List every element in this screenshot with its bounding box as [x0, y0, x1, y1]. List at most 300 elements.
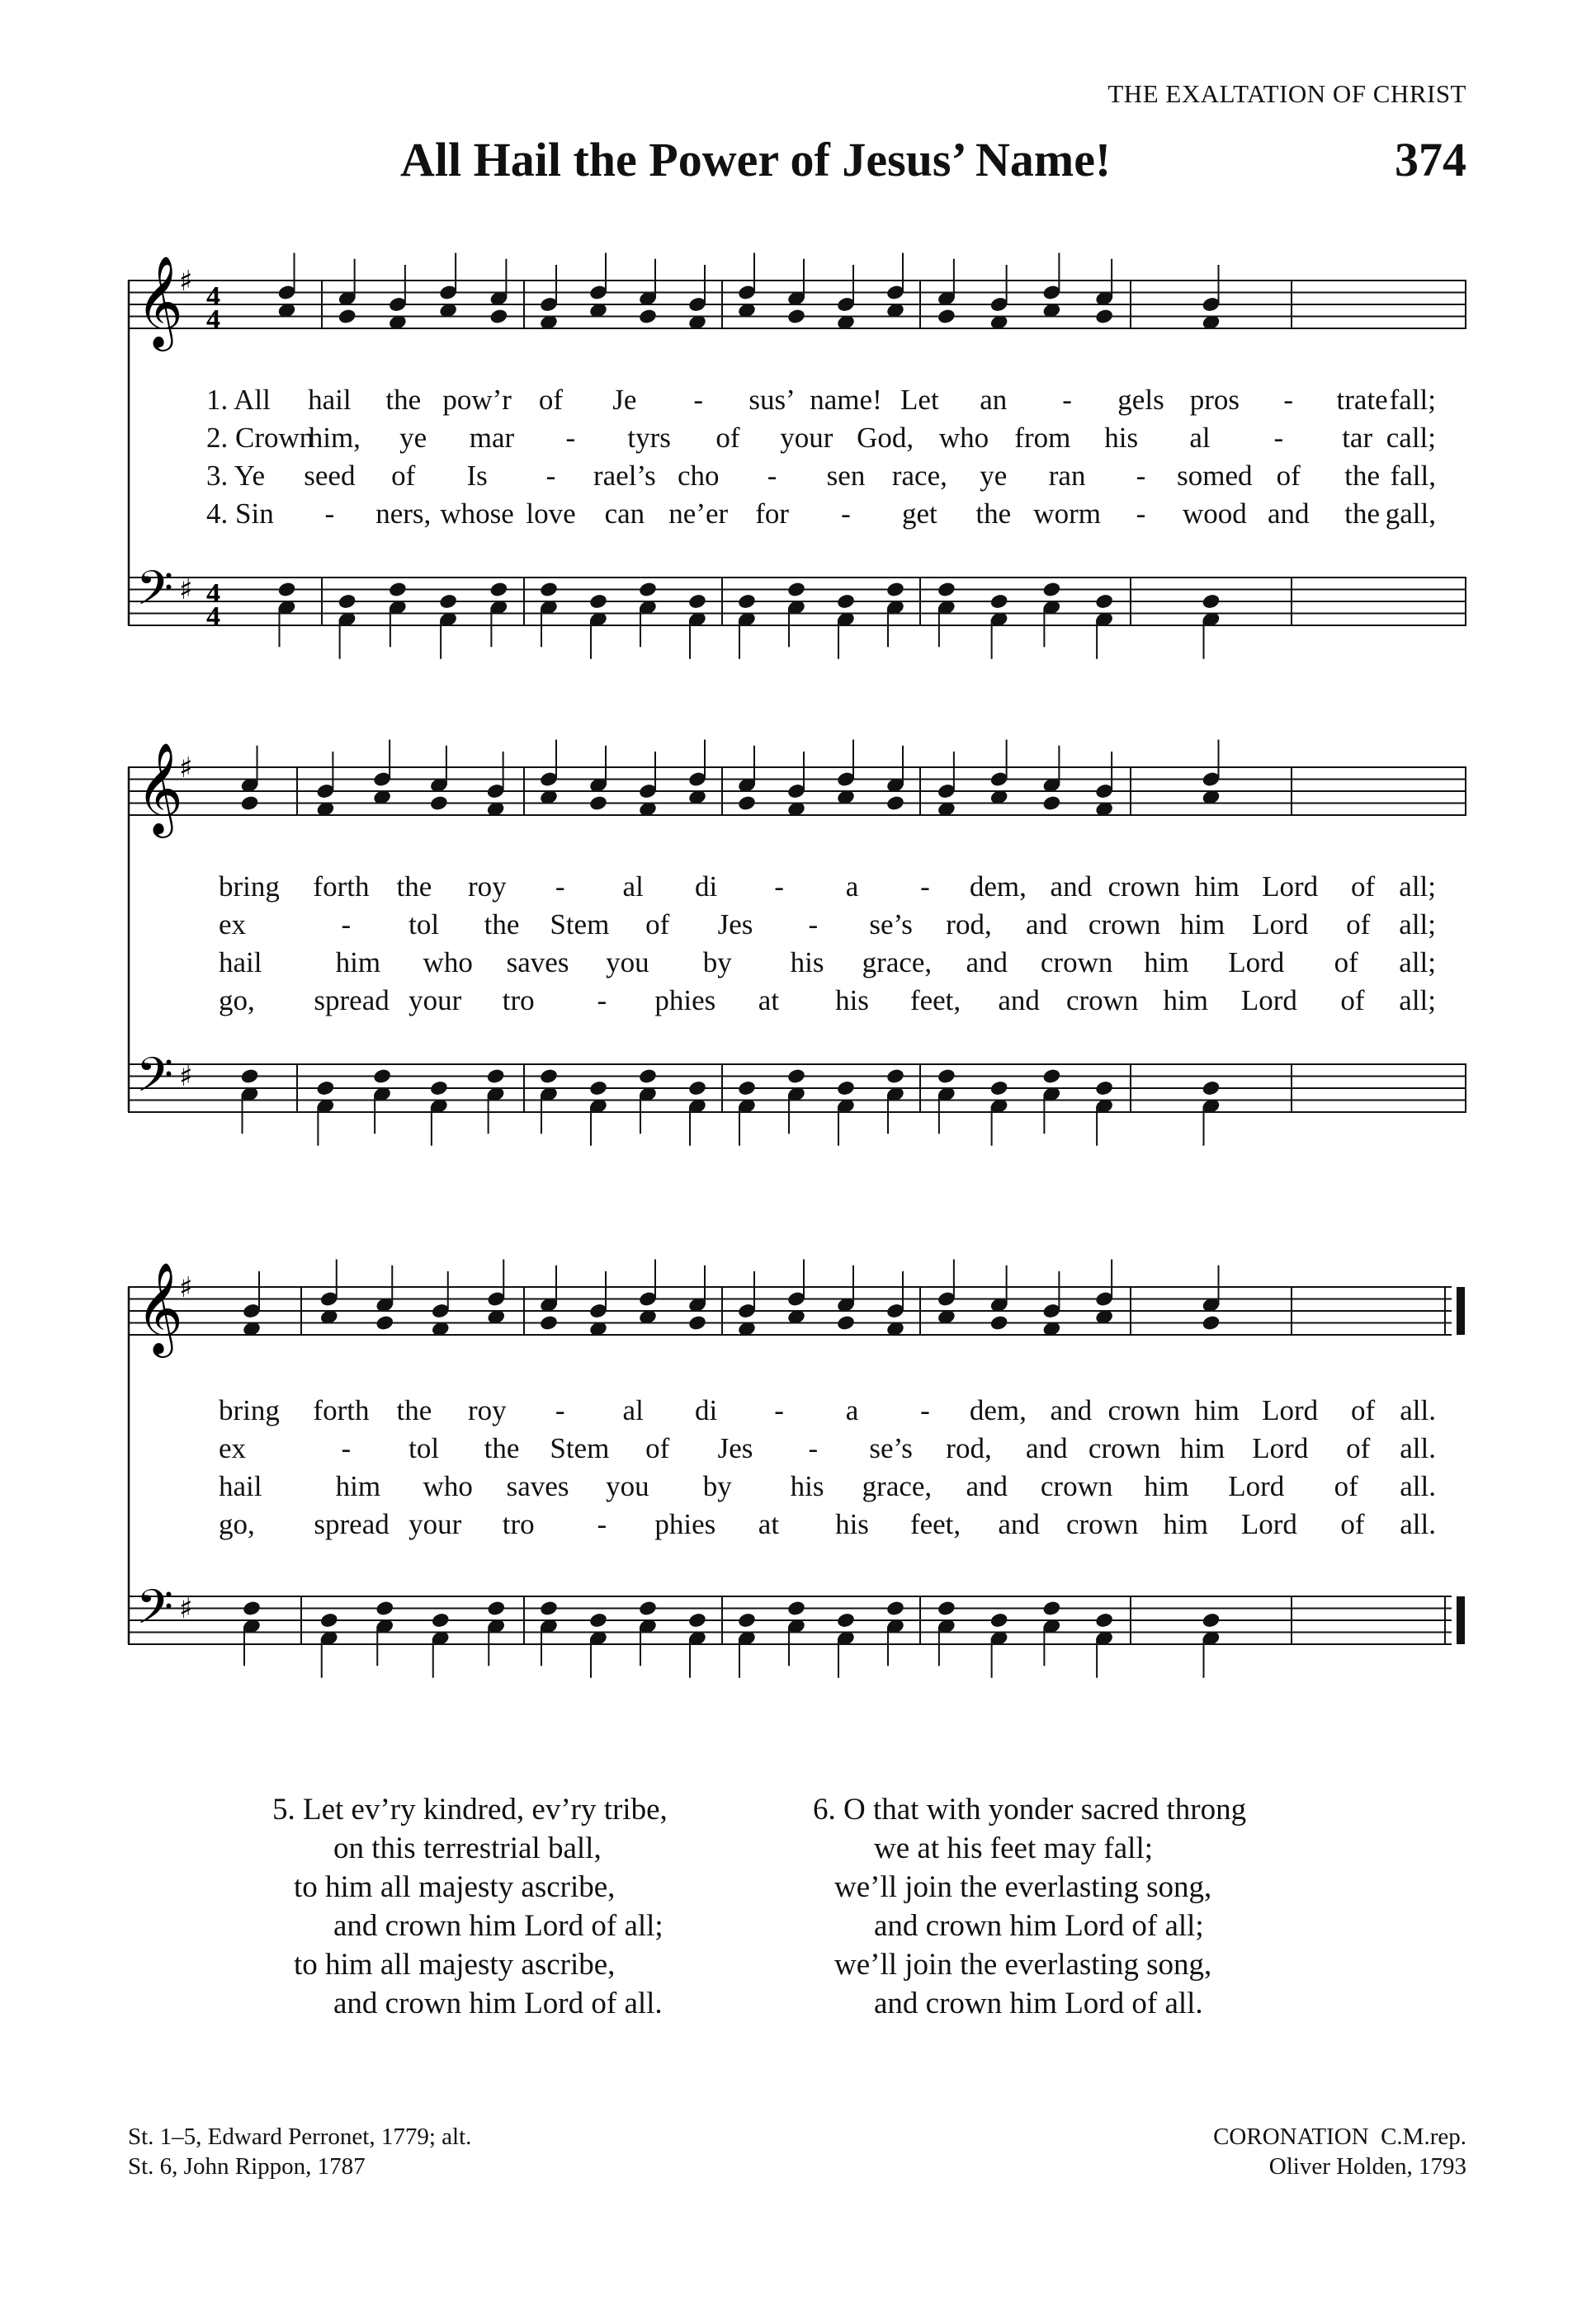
lyric-syllable: dem, [969, 1394, 1027, 1426]
lyric-syllable: - [597, 1508, 607, 1540]
notehead [486, 1600, 506, 1617]
lyric-syllable: him [1144, 946, 1189, 978]
stanza-5 [272, 1790, 668, 2023]
lyric-syllable: and [1267, 497, 1310, 530]
lyric-syllable: from [1014, 422, 1071, 454]
lyric-line [128, 1432, 1466, 1470]
lyric-syllable: for [755, 497, 790, 530]
lyric-syllable: hail [219, 1470, 262, 1502]
notehead [737, 794, 757, 812]
notehead [836, 1080, 856, 1097]
lyrics-block-1 [128, 384, 1466, 535]
lyric-syllable: rael’s [593, 460, 656, 492]
notehead [388, 581, 408, 598]
lyric-syllable: and [966, 946, 1008, 978]
lyric-syllable: at [758, 1508, 780, 1540]
stanza-line: 5. Let ev’ry kindred, ev’ry tribe, [272, 1793, 668, 1827]
lyric-syllable: of [1350, 1394, 1376, 1426]
lyric-syllable: - [545, 460, 556, 492]
lyric-syllable: by [702, 1470, 732, 1502]
lyric-syllable: God, [857, 422, 914, 454]
sharp-icon: ♯ [179, 1060, 193, 1093]
tune-credit-line-2: Oliver Holden, 1793 [1268, 2153, 1466, 2180]
lyric-syllable: bring [219, 870, 280, 903]
notehead [375, 1314, 394, 1332]
lyric-syllable: him [1179, 1432, 1225, 1464]
lyric-syllable: sus’ [748, 384, 796, 416]
lyric-syllable: all; [1399, 946, 1436, 978]
stanza-line: on this terrestrial ball, [333, 1831, 602, 1865]
notehead [429, 794, 449, 812]
notehead [539, 581, 559, 598]
stanza-line: and crown him Lord of all; [333, 1909, 663, 1943]
bass-clef-icon: 𝄢 [136, 1047, 174, 1115]
lyric-syllable: all. [1400, 1432, 1436, 1464]
notehead [431, 1612, 451, 1629]
lyric-syllable: the [385, 384, 422, 416]
lyric-syllable: crown [1065, 984, 1139, 1016]
notehead [836, 1314, 856, 1332]
lyric-syllable: - [693, 384, 704, 416]
notehead [489, 308, 508, 325]
notehead [338, 593, 357, 610]
notehead [240, 1068, 260, 1085]
lyric-syllable: and [1026, 1432, 1068, 1464]
lyric-syllable: se’s [869, 908, 913, 940]
notehead [338, 308, 357, 325]
lyric-line [128, 1508, 1466, 1546]
notehead [885, 794, 905, 812]
stanza-line: 6. O that with yonder sacred throng [813, 1793, 1247, 1827]
lyric-syllable: pow’r [442, 384, 512, 416]
lyric-syllable: him, [308, 422, 361, 454]
lyric-syllable: Lord [1228, 1470, 1285, 1502]
notehead [372, 1068, 392, 1085]
lyric-syllable: - [841, 497, 851, 530]
lyric-syllable: sen [826, 460, 866, 492]
lyric-syllable: al [622, 870, 644, 903]
lyric-syllable: - [1136, 497, 1146, 530]
lyric-syllable: the [484, 1432, 520, 1464]
lyric-syllable: grace, [862, 946, 933, 978]
notehead [786, 1068, 806, 1085]
lyric-line [128, 1394, 1466, 1432]
notehead [242, 1600, 262, 1617]
lyric-syllable: of [391, 460, 416, 492]
stanza-line: and crown him Lord of all. [874, 1987, 1203, 2020]
lyric-syllable: tol [408, 908, 440, 940]
notehead [1094, 308, 1114, 325]
lyric-syllable: his [835, 984, 869, 1016]
lyric-syllable: - [774, 870, 784, 903]
lyric-syllable: dem, [969, 870, 1027, 903]
lyric-syllable: you [606, 1470, 649, 1502]
lyric-syllable: whose [440, 497, 514, 530]
lyric-syllable: who [423, 946, 473, 978]
notehead [375, 1600, 394, 1617]
lyric-syllable: forth [313, 870, 370, 903]
tune-credits [1213, 2122, 1466, 2181]
lyric-syllable: at [758, 984, 780, 1016]
lyric-syllable: a [845, 870, 859, 903]
lyric-syllable: ex [219, 1432, 247, 1464]
lyric-syllable: the [975, 497, 1012, 530]
time-signature-top: 4 [206, 578, 220, 609]
lyric-syllable: tro [502, 984, 535, 1016]
lyric-syllable: 3. Ye [206, 460, 266, 492]
sharp-icon: ♯ [179, 1592, 193, 1625]
lyric-syllable: crown [1040, 1470, 1113, 1502]
notehead [638, 1600, 658, 1617]
notehead [1202, 1314, 1221, 1332]
sharp-icon: ♯ [179, 573, 193, 606]
notehead [937, 308, 956, 325]
lyric-syllable: 4. Sin [206, 497, 274, 530]
hymn-number: 374 [1395, 133, 1466, 186]
stanza-line: and crown him Lord of all. [333, 1987, 663, 2020]
lyric-line [128, 908, 1466, 946]
lyric-syllable: the [1344, 460, 1381, 492]
notehead [638, 308, 658, 325]
lyric-syllable: 2. Crown [206, 422, 314, 454]
lyric-syllable: - [341, 1432, 352, 1464]
sharp-icon: ♯ [179, 265, 193, 298]
lyric-syllable: 1. All [206, 384, 271, 416]
lyric-syllable: of [538, 384, 564, 416]
lyric-syllable: Lord [1262, 1394, 1319, 1426]
lyric-syllable: ners, [375, 497, 432, 530]
lyric-syllable: - [555, 1394, 565, 1426]
lyric-syllable: roy [467, 870, 507, 903]
music-system-1 [128, 239, 1466, 734]
lyrics-block-3 [128, 1394, 1466, 1546]
stanza-line: and crown him Lord of all; [874, 1909, 1204, 1943]
lyric-syllable: ye [399, 422, 427, 454]
music-system-3 [128, 1242, 1466, 1753]
lyric-line [128, 870, 1466, 908]
lyric-syllable: who [938, 422, 989, 454]
lyric-syllable: mar [469, 422, 515, 454]
lyric-syllable: him [1179, 908, 1225, 940]
lyric-syllable: Stem [550, 1432, 610, 1464]
lyric-syllable: forth [313, 1394, 370, 1426]
notehead [989, 1080, 1009, 1097]
lyric-syllable: him [1163, 1508, 1209, 1540]
notehead [786, 308, 806, 325]
notehead [489, 581, 508, 598]
lyric-syllable: all. [1400, 1394, 1436, 1426]
notehead [687, 1314, 707, 1332]
notehead [319, 1612, 339, 1629]
lyric-syllable: and [966, 1470, 1008, 1502]
title-row [128, 124, 1466, 198]
stanza-line: we at his feet may fall; [874, 1831, 1154, 1865]
notehead [1094, 1080, 1114, 1097]
lyric-syllable: ye [980, 460, 1008, 492]
lyric-syllable: tro [502, 1508, 535, 1540]
lyric-syllable: Lord [1252, 908, 1309, 940]
lyric-syllable: the [484, 908, 520, 940]
notehead [1041, 1068, 1061, 1085]
bass-clef-icon: 𝄢 [136, 560, 174, 628]
lyric-line [128, 422, 1466, 460]
tune-credit-line-1: CORONATION C.M.rep. [1213, 2124, 1466, 2150]
lyric-syllable: his [790, 946, 824, 978]
lyric-syllable: him [1163, 984, 1209, 1016]
notehead [737, 1612, 757, 1629]
treble-clef-icon: 𝄞 [136, 255, 183, 347]
lyric-syllable: of [1346, 1432, 1371, 1464]
lyric-syllable: an [980, 384, 1008, 416]
notehead [588, 593, 608, 610]
lyric-syllable: can [604, 497, 645, 530]
lyric-syllable: Lord [1240, 984, 1297, 1016]
lyric-syllable: all. [1400, 1508, 1436, 1540]
notehead [737, 1080, 757, 1097]
notehead [638, 1068, 658, 1085]
lyric-syllable: - [324, 497, 335, 530]
treble-clef-icon: 𝄞 [136, 1261, 183, 1354]
lyric-syllable: of [1276, 460, 1301, 492]
text-credit-line-1: St. 1–5, Edward Perronet, 1779; alt. [128, 2124, 472, 2150]
notehead [737, 593, 757, 610]
notehead [539, 1600, 559, 1617]
lyric-line [128, 984, 1466, 1022]
lyric-syllable: worm [1033, 497, 1101, 530]
lyric-line [128, 946, 1466, 984]
lyric-syllable: crown [1065, 1508, 1139, 1540]
lyric-syllable: - [1062, 384, 1072, 416]
lyric-syllable: Jes [717, 908, 753, 940]
lyric-syllable: bring [219, 1394, 280, 1426]
lyric-syllable: and [998, 984, 1040, 1016]
treble-clef-icon: 𝄞 [136, 742, 183, 834]
lyric-syllable: crown [1088, 1432, 1161, 1464]
lyric-syllable: saves [506, 1470, 569, 1502]
lyric-syllable: hail [219, 946, 262, 978]
lyric-syllable: the [1344, 497, 1381, 530]
notehead [687, 1080, 707, 1097]
lyric-syllable: of [1340, 1508, 1365, 1540]
lyric-syllable: all; [1399, 870, 1436, 903]
bass-clef-icon: 𝄢 [136, 1579, 174, 1647]
notehead [1094, 1612, 1114, 1629]
sharp-icon: ♯ [179, 1271, 193, 1304]
lyric-syllable: him [335, 1470, 381, 1502]
section-header: THE EXALTATION OF CHRIST [1107, 79, 1466, 108]
lyric-syllable: his [790, 1470, 824, 1502]
lyric-syllable: of [1340, 984, 1365, 1016]
lyric-syllable: pros [1189, 384, 1240, 416]
lyric-syllable: your [408, 1508, 462, 1540]
lyric-syllable: Stem [550, 908, 610, 940]
lyric-syllable: feet, [909, 984, 961, 1016]
lyric-syllable: a [845, 1394, 859, 1426]
stanza-line: we’ll join the everlasting song, [834, 1870, 1212, 1904]
notehead [937, 581, 956, 598]
lyric-syllable: your [780, 422, 834, 454]
lyric-syllable: feet, [909, 1508, 961, 1540]
stanza-6 [813, 1790, 1246, 2023]
notehead [989, 593, 1009, 610]
lyric-syllable: - [597, 984, 607, 1016]
notehead [989, 1314, 1009, 1332]
notehead [1094, 593, 1114, 610]
notehead [315, 1080, 335, 1097]
lyric-syllable: fall, [1390, 460, 1436, 492]
lyric-syllable: - [565, 422, 576, 454]
lyric-line [128, 1470, 1466, 1508]
lyric-syllable: trate [1336, 384, 1388, 416]
notehead [937, 1600, 956, 1617]
lyric-syllable: fall; [1389, 384, 1436, 416]
lyric-syllable: your [408, 984, 462, 1016]
lyric-syllable: Jes [717, 1432, 753, 1464]
notehead [1202, 593, 1221, 610]
lyric-syllable: of [645, 1432, 670, 1464]
lyric-syllable: ex [219, 908, 247, 940]
notehead [240, 794, 260, 812]
sharp-icon: ♯ [179, 752, 193, 785]
lyric-syllable: by [702, 946, 732, 978]
lyric-syllable: all; [1399, 908, 1436, 940]
notehead [1041, 794, 1061, 812]
lyric-line [128, 384, 1466, 422]
notehead [687, 1612, 707, 1629]
final-bar-thick [1457, 1596, 1465, 1644]
lyric-syllable: - [1136, 460, 1146, 492]
lyric-syllable: se’s [869, 1432, 913, 1464]
lyric-syllable: name! [810, 384, 882, 416]
lyric-syllable: all; [1399, 984, 1436, 1016]
lyric-syllable: all. [1400, 1470, 1436, 1502]
notehead [486, 1068, 506, 1085]
lyric-syllable: - [1273, 422, 1284, 454]
lyric-syllable: of [715, 422, 740, 454]
notehead [836, 1612, 856, 1629]
lyric-syllable: Lord [1228, 946, 1285, 978]
lyric-syllable: gels [1117, 384, 1164, 416]
lyric-syllable: - [808, 908, 819, 940]
lyric-syllable: phies [654, 1508, 716, 1540]
lyric-syllable: who [423, 1470, 473, 1502]
lyric-syllable: crown [1107, 1394, 1180, 1426]
final-bar-thick [1457, 1287, 1465, 1335]
lyric-syllable: al [622, 1394, 644, 1426]
lyric-syllable: Lord [1240, 1508, 1297, 1540]
lyric-syllable: of [645, 908, 670, 940]
lyric-syllable: cho [677, 460, 720, 492]
notehead [836, 593, 856, 610]
lyric-syllable: hail [308, 384, 352, 416]
lyric-syllable: phies [654, 984, 716, 1016]
stanza-line: to him all majesty ascribe, [294, 1948, 616, 1982]
lyric-syllable: Je [612, 384, 637, 416]
lyric-syllable: tyrs [627, 422, 671, 454]
lyric-syllable: get [901, 497, 937, 530]
lyric-syllable: and [1026, 908, 1068, 940]
lyric-syllable: the [396, 870, 432, 903]
stanza-line: to him all majesty ascribe, [294, 1870, 616, 1904]
lyric-syllable: wood [1182, 497, 1247, 530]
lyric-syllable: tol [408, 1432, 440, 1464]
notehead [1041, 581, 1061, 598]
notehead [786, 581, 806, 598]
lyric-syllable: - [920, 870, 930, 903]
lyrics-block-2 [128, 870, 1466, 1022]
notehead [989, 1612, 1009, 1629]
lyric-syllable: and [1050, 870, 1093, 903]
lyric-syllable: - [555, 870, 565, 903]
notehead [539, 1314, 559, 1332]
lyric-syllable: ne’er [668, 497, 729, 530]
lyric-syllable: spread [314, 1508, 390, 1540]
lyric-syllable: rod, [946, 908, 992, 940]
lyric-syllable: go, [219, 1508, 255, 1540]
notehead [885, 581, 905, 598]
time-signature-top: 4 [206, 281, 220, 312]
notehead [438, 593, 458, 610]
lyric-syllable: saves [506, 946, 569, 978]
lyric-syllable: Lord [1252, 1432, 1309, 1464]
notehead [277, 581, 297, 598]
text-credit-line-2: St. 6, John Rippon, 1787 [128, 2153, 366, 2180]
lyric-syllable: him [1194, 1394, 1240, 1426]
lyric-syllable: gall, [1385, 497, 1436, 530]
lyric-syllable: of [1346, 908, 1371, 940]
lyric-syllable: love [526, 497, 576, 530]
notehead [687, 593, 707, 610]
text-credits [128, 2122, 471, 2181]
lyric-syllable: tar [1342, 422, 1373, 454]
lyric-syllable: ran [1048, 460, 1086, 492]
lyric-syllable: of [1334, 946, 1358, 978]
lyric-syllable: him [1194, 870, 1240, 903]
lyric-syllable: crown [1040, 946, 1113, 978]
lyric-syllable: the [396, 1394, 432, 1426]
lyric-syllable: - [341, 908, 352, 940]
lyric-syllable: roy [467, 1394, 507, 1426]
lyric-line [128, 497, 1466, 535]
lyric-syllable: crown [1107, 870, 1180, 903]
time-signature-bottom: 4 [206, 304, 220, 335]
lyric-syllable: his [1104, 422, 1139, 454]
lyric-syllable: grace, [862, 1470, 933, 1502]
lyric-syllable: his [835, 1508, 869, 1540]
lyric-syllable: - [774, 1394, 784, 1426]
lyric-syllable: call; [1386, 422, 1436, 454]
notehead [429, 1080, 449, 1097]
lyric-syllable: Lord [1262, 870, 1319, 903]
notehead [885, 1600, 905, 1617]
lyric-syllable: and [1050, 1394, 1093, 1426]
lyric-syllable: somed [1177, 460, 1253, 492]
hymn-title: All Hail the Power of Jesus’ Name! [400, 133, 1112, 186]
lyric-syllable: of [1350, 870, 1376, 903]
notehead [539, 1068, 559, 1085]
notehead [1202, 1080, 1221, 1097]
lyric-syllable: - [920, 1394, 930, 1426]
lyric-line [128, 460, 1466, 497]
notehead [1041, 1600, 1061, 1617]
notehead [588, 1080, 608, 1097]
lyric-syllable: race, [891, 460, 947, 492]
lyric-syllable: him [1144, 1470, 1189, 1502]
lyric-syllable: go, [219, 984, 255, 1016]
time-signature-bottom: 4 [206, 601, 220, 632]
lyric-syllable: you [606, 946, 649, 978]
notehead [786, 1600, 806, 1617]
